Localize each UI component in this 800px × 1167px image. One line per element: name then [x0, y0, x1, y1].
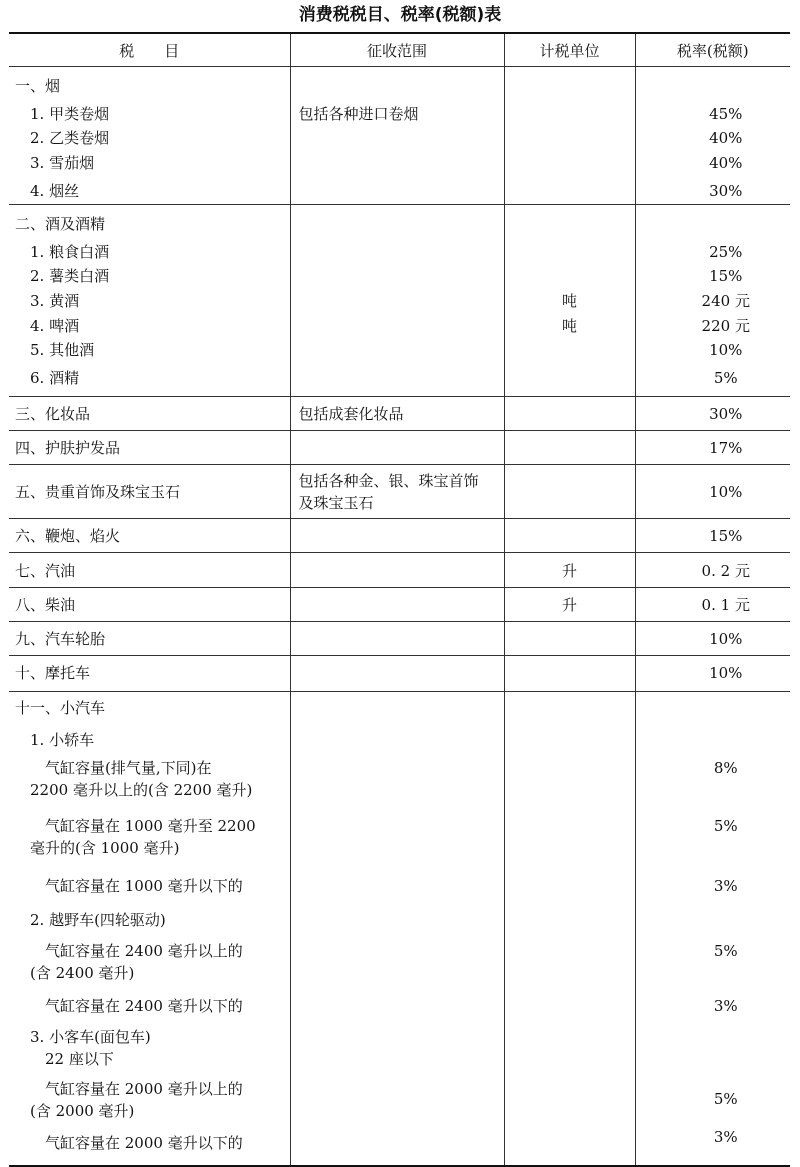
cell-text: 六、鞭炮、焰火 [15, 527, 121, 545]
tax-item-cell [9, 519, 290, 553]
table-row [9, 656, 790, 692]
cell-text: 3. 黄酒 [15, 292, 80, 310]
unit-cell [504, 397, 635, 431]
cell-text: 吨 [561, 317, 577, 335]
cell-text: 5% [713, 369, 738, 387]
unit-cell [504, 692, 635, 1167]
tax-item-cell [9, 692, 290, 1167]
scope-cell [290, 692, 504, 1167]
table-row [9, 622, 790, 656]
cell-text: 气缸容量在 2400 毫升以上的 [15, 942, 243, 960]
scope-cell [290, 656, 504, 692]
unit-cell [504, 431, 635, 465]
rate-cell [635, 431, 790, 465]
cell-text: 0. 1 元 [701, 596, 750, 614]
unit-cell [504, 553, 635, 588]
cell-text: 45% [709, 105, 743, 123]
tax-item-cell [9, 588, 290, 622]
cell-text: 2200 毫升以上的(含 2200 毫升) [15, 781, 253, 799]
cell-text: 升 [561, 596, 577, 614]
table-row [9, 205, 790, 397]
cell-text: 17% [709, 439, 743, 457]
scope-cell [290, 622, 504, 656]
cell-text: 毫升的(含 1000 毫升) [15, 839, 180, 857]
cell-text: 1. 甲类卷烟 [15, 105, 110, 123]
cell-text: 40% [709, 129, 743, 147]
table-title: 消费税税目、税率(税额)表 [298, 5, 502, 25]
cell-text: 4. 啤酒 [15, 317, 80, 335]
unit-cell [504, 588, 635, 622]
table-row [9, 67, 790, 205]
scope-cell [290, 553, 504, 588]
unit-cell [504, 622, 635, 656]
cell-text: 30% [709, 182, 743, 200]
rate-cell [635, 553, 790, 588]
cell-text: 3% [713, 877, 738, 895]
table-row [9, 397, 790, 431]
cell-text: 五、贵重首饰及珠宝玉石 [15, 483, 181, 501]
cell-text: 10% [709, 483, 743, 501]
tax-item-cell [9, 205, 290, 397]
cell-text: 及珠宝玉石 [298, 494, 374, 512]
header-scope: 征收范围 [290, 33, 504, 67]
cell-text: 气缸容量在 2400 毫升以下的 [15, 997, 243, 1015]
rate-cell [635, 622, 790, 656]
cell-text: (含 2400 毫升) [15, 964, 135, 982]
table-row [9, 465, 790, 519]
cell-text: 八、柴油 [15, 596, 76, 614]
cell-text: 包括各种进口卷烟 [298, 105, 419, 123]
cell-text: 2. 越野车(四轮驱动) [15, 911, 166, 929]
tax-item-cell [9, 622, 290, 656]
cell-text: 2. 薯类白酒 [15, 267, 110, 285]
unit-cell [504, 67, 635, 205]
unit-cell [504, 656, 635, 692]
unit-cell [504, 519, 635, 553]
cell-text: 8% [713, 759, 738, 777]
scope-cell [290, 588, 504, 622]
tax-item-cell [9, 67, 290, 205]
cell-text: 升 [561, 562, 577, 580]
scope-cell [290, 465, 504, 519]
cell-text: 三、化妆品 [15, 405, 91, 423]
cell-text: 气缸容量在 1000 毫升至 2200 [15, 817, 256, 835]
tax-item-cell [9, 431, 290, 465]
tax-item-cell [9, 656, 290, 692]
tax-item-cell [9, 397, 290, 431]
cell-text: 气缸容量在 1000 毫升以下的 [15, 877, 243, 895]
cell-text: 25% [709, 243, 743, 261]
cell-text: 3. 小客车(面包车) [15, 1028, 151, 1046]
cell-text: 10% [709, 664, 743, 682]
cell-text: 四、护肤护发品 [15, 439, 121, 457]
cell-text: 5% [713, 942, 738, 960]
cell-text: 220 元 [701, 317, 750, 335]
cell-text: (含 2000 毫升) [15, 1102, 135, 1120]
cell-text: 3% [713, 1128, 738, 1146]
cell-text: 一、烟 [15, 77, 61, 95]
cell-text: 10% [709, 341, 743, 359]
scope-cell [290, 519, 504, 553]
tax-item-cell [9, 553, 290, 588]
cell-text: 30% [709, 405, 743, 423]
rate-cell [635, 519, 790, 553]
cell-text: 七、汽油 [15, 562, 76, 580]
cell-text: 3. 雪茄烟 [15, 154, 95, 172]
cell-text: 气缸容量在 2000 毫升以下的 [15, 1134, 243, 1152]
cell-text: 240 元 [701, 292, 750, 310]
rate-cell [635, 397, 790, 431]
cell-text: 10% [709, 630, 743, 648]
cell-text: 5% [713, 1090, 738, 1108]
cell-text: 二、酒及酒精 [15, 215, 106, 233]
cell-text: 气缸容量在 2000 毫升以上的 [15, 1080, 243, 1098]
cell-text: 1. 小轿车 [15, 731, 95, 749]
cell-text: 2. 乙类卷烟 [15, 129, 110, 147]
cell-text: 5% [713, 817, 738, 835]
cell-text: 4. 烟丝 [15, 182, 80, 200]
rate-cell [635, 465, 790, 519]
cell-text: 40% [709, 154, 743, 172]
rate-cell [635, 205, 790, 397]
scope-cell [290, 205, 504, 397]
unit-cell [504, 205, 635, 397]
tax-rate-table [9, 32, 790, 1167]
cell-text: 十一、小汽车 [15, 699, 106, 717]
table-row [9, 588, 790, 622]
cell-text: 吨 [561, 292, 577, 310]
rate-cell [635, 588, 790, 622]
table-row [9, 692, 790, 1167]
cell-text: 1. 粮食白酒 [15, 243, 110, 261]
rate-cell [635, 67, 790, 205]
table-header-row [9, 33, 790, 67]
scope-cell [290, 431, 504, 465]
cell-text: 3% [713, 997, 738, 1015]
cell-text: 0. 2 元 [701, 562, 750, 580]
header-unit: 计税单位 [504, 33, 635, 67]
cell-text: 九、汽车轮胎 [15, 630, 106, 648]
scope-cell [290, 397, 504, 431]
scope-cell [290, 67, 504, 205]
cell-text: 15% [709, 527, 743, 545]
cell-text: 十、摩托车 [15, 664, 91, 682]
cell-text: 气缸容量(排气量,下同)在 [15, 759, 212, 777]
cell-text: 5. 其他酒 [15, 341, 95, 359]
rate-cell [635, 692, 790, 1167]
header-tax-item: 税 目 [9, 33, 290, 67]
unit-cell [504, 465, 635, 519]
cell-text: 6. 酒精 [15, 369, 80, 387]
tax-item-cell [9, 465, 290, 519]
cell-text: 15% [709, 267, 743, 285]
cell-text: 包括各种金、银、珠宝首饰 [298, 472, 479, 490]
header-rate: 税率(税额) [635, 33, 790, 67]
cell-text: 包括成套化妆品 [298, 405, 404, 423]
table-row [9, 431, 790, 465]
cell-text: 22 座以下 [15, 1050, 114, 1068]
table-row [9, 519, 790, 553]
rate-cell [635, 656, 790, 692]
table-body [9, 67, 790, 1167]
table-row [9, 553, 790, 588]
